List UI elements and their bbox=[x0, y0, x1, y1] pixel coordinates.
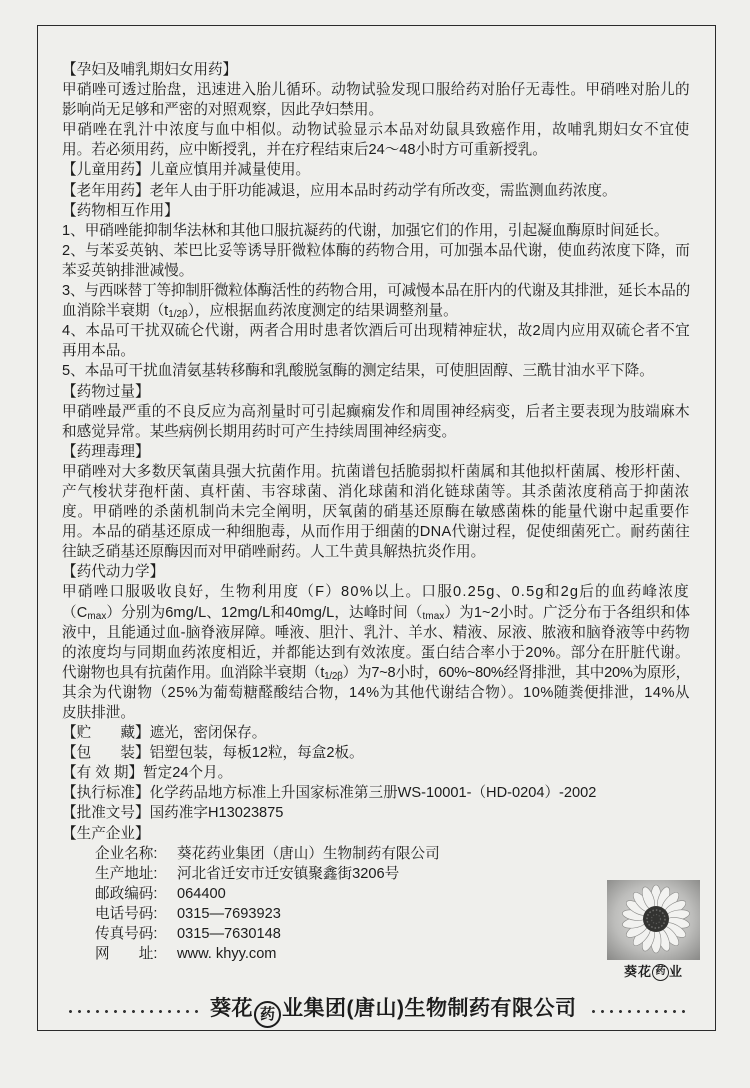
line-text: 【执行标准】化学药品地方标准上升国家标准第三册WS-10001-（HD-0204）-2002 bbox=[62, 785, 597, 802]
text-segment: ）为7~8小时，60%~80%经肾排泄，其中20%为原形， bbox=[342, 664, 690, 681]
text-line bbox=[62, 341, 690, 361]
line-text: 4、本品可干扰双硫仑代谢，两者合用时患者饮酒后可出现精神症状，故2周内应用双硫仑者不宜 bbox=[62, 323, 690, 340]
line-text: 甲硝唑口服吸收良好，生物利用度（F）80%以上。口服0.25g、0.5g和2g后的血药峰浓度 bbox=[62, 584, 690, 601]
text-line bbox=[62, 140, 690, 160]
text-line bbox=[62, 562, 690, 582]
manufacturer-value: 0315—7630148 bbox=[177, 926, 281, 943]
text-line bbox=[62, 623, 690, 643]
line-text bbox=[62, 663, 690, 683]
text-line bbox=[62, 241, 690, 261]
footer bbox=[66, 996, 690, 1026]
sunflower-icon bbox=[607, 880, 700, 960]
line-text: 用。本品的硝基还原成一种细胞毒，从而作用于细菌的DNA代谢过程，促使细菌死亡。耐药菌往 bbox=[62, 524, 690, 541]
text-segment: ）为1~2小时。广泛分布于各组织和体 bbox=[444, 604, 691, 621]
line-text: 再用本品。 bbox=[62, 343, 135, 360]
company-seal-character: 药 bbox=[254, 1001, 281, 1028]
text-line bbox=[62, 542, 690, 562]
text-line bbox=[62, 582, 690, 602]
line-text: 度。甲硝唑的杀菌机制尚未完全阐明，厌氧菌的硝基还原酶在敏感菌株的能量代谢中起重要作 bbox=[62, 504, 690, 521]
line-text: 其余为代谢物（25%为葡萄糖醛酸结合物，14%为其他代谢结合物）。10%随粪便排泄，14%从 bbox=[62, 684, 690, 701]
line-text: 产气梭状芽孢杆菌、真杆菌、韦容球菌、消化球菌和消化链球菌等。其杀菌浓度稍高于抑菌浓 bbox=[62, 483, 690, 500]
line-text: 【儿童用药】儿童应慎用并减量使用。 bbox=[62, 162, 311, 179]
document-body bbox=[62, 60, 690, 844]
text-line bbox=[62, 482, 690, 502]
line-text: 【批准文号】国药准字H13023875 bbox=[62, 805, 284, 822]
manufacturer-row bbox=[95, 864, 575, 884]
line-text: 2、与苯妥英钠、苯巴比妥等诱导肝微粒体酶的药物合用，可加强本品代谢，使血药浓度下降，而 bbox=[62, 242, 690, 259]
manufacturer-label: 电话号码: bbox=[95, 906, 158, 923]
line-text: 影响尚无足够和严密的对照观察，因此孕妇禁用。 bbox=[62, 102, 384, 119]
line-text: 和感觉异常。某些病例长期用药时可产生持续周围神经病变。 bbox=[62, 423, 457, 440]
text-segment: ），应根据血药浓度测定的结果调整剂量。 bbox=[187, 303, 458, 320]
line-text: 液中，且能通过血-脑脊液屏障。唾液、胆汁、乳汁、羊水、精液、尿液、脓液和脑脊液等中药物 bbox=[62, 624, 690, 641]
line-text: 【老年用药】老年人由于肝功能减退，应用本品时药动学有所改变，需监测血药浓度。 bbox=[62, 182, 617, 199]
line-text: 皮肤排泄。 bbox=[62, 705, 135, 721]
text-line bbox=[62, 181, 690, 201]
text-line bbox=[62, 643, 690, 663]
text-line bbox=[62, 120, 690, 140]
subscript-text: 1/2β bbox=[168, 309, 188, 321]
text-segment: 代谢物也具有抗菌作用。血消除半衰期（t bbox=[62, 664, 325, 681]
text-segment: （C bbox=[62, 604, 88, 621]
text-line bbox=[62, 442, 690, 462]
line-text: 用。若必须用药，应中断授乳，并在疗程结束后24～48小时方可重新授乳。 bbox=[62, 142, 547, 159]
dotted-rule-left bbox=[66, 1009, 200, 1014]
manufacturer-value: 064400 bbox=[177, 886, 226, 903]
manufacturer-value: 0315—7693923 bbox=[177, 906, 281, 923]
line-text: 甲硝唑最严重的不良反应为高剂量时可引起癫痫发作和周围神经病变，后者主要表现为肢端麻木 bbox=[62, 403, 690, 420]
line-text: 【药物相互作用】 bbox=[62, 202, 179, 219]
company-name-part: 葵花 bbox=[210, 997, 253, 1020]
text-line bbox=[62, 462, 690, 482]
text-line bbox=[62, 663, 690, 683]
manufacturer-label: 网 址: bbox=[95, 946, 158, 963]
logo-caption bbox=[597, 962, 710, 982]
text-line bbox=[62, 221, 690, 241]
manufacturer-label: 生产地址: bbox=[95, 865, 158, 882]
line-text: 1、甲硝唑能抑制华法林和其他口服抗凝药的代谢，加强它们的作用，引起凝血酶原时间延长。 bbox=[62, 222, 669, 239]
line-text bbox=[62, 301, 458, 321]
text-line bbox=[62, 60, 690, 80]
text-line bbox=[62, 402, 690, 422]
text-line bbox=[62, 603, 690, 623]
text-line bbox=[62, 763, 690, 783]
line-text: 苯妥英钠排泄减慢。 bbox=[62, 262, 194, 279]
manufacturer-label: 邮政编码: bbox=[95, 886, 158, 903]
text-line bbox=[62, 422, 690, 442]
text-line bbox=[62, 80, 690, 100]
manufacturer-row bbox=[95, 924, 575, 944]
text-line bbox=[62, 703, 690, 723]
text-line bbox=[62, 321, 690, 341]
text-line bbox=[62, 100, 690, 120]
manufacturer-info bbox=[95, 844, 575, 965]
line-text: 往缺乏硝基还原酶因而对甲硝唑耐药。人工牛黄具解热抗炎作用。 bbox=[62, 544, 486, 561]
line-text: 甲硝唑可透过胎盘，迅速进入胎儿循环。动物试验发现口服给药对胎仔无毒性。甲硝唑对胎儿的 bbox=[62, 82, 690, 99]
manufacturer-label: 传真号码: bbox=[95, 926, 158, 943]
manufacturer-row bbox=[95, 904, 575, 924]
line-text: 【有 效 期】暂定24个月。 bbox=[62, 765, 233, 782]
line-text: 【药理毒理】 bbox=[62, 443, 150, 460]
text-line bbox=[62, 382, 690, 402]
line-text: 【包 装】铝塑包装，每板12粒，每盒2板。 bbox=[62, 745, 364, 762]
line-text: 【孕妇及哺乳期妇女用药】 bbox=[62, 62, 238, 78]
subscript-text: tmax bbox=[422, 610, 445, 622]
text-segment: 血消除半衰期（t bbox=[62, 303, 169, 320]
logo-seal-character: 药 bbox=[652, 964, 669, 981]
line-text: 3、与西咪替丁等抑制肝微粒体酶活性的药物合用，可减慢本品在肝内的代谢及其排泄，延长本品的 bbox=[62, 283, 690, 300]
text-line bbox=[62, 502, 690, 522]
manufacturer-label: 企业名称: bbox=[95, 845, 158, 862]
text-line bbox=[62, 522, 690, 542]
manufacturer-value: 葵花药业集团（唐山）生物制药有限公司 bbox=[177, 845, 440, 862]
text-line bbox=[62, 723, 690, 743]
manufacturer-row bbox=[95, 844, 575, 864]
text-line bbox=[62, 301, 690, 321]
text-line bbox=[62, 361, 690, 381]
manufacturer-value: 河北省迁安市迁安镇聚鑫街3206号 bbox=[177, 865, 400, 882]
subscript-text: 1/2β bbox=[324, 670, 343, 682]
line-text: 【药物过量】 bbox=[62, 383, 150, 400]
logo-caption-text: 葵花 bbox=[623, 964, 652, 979]
subscript-text: max bbox=[87, 610, 107, 622]
line-text: 【生产企业】 bbox=[62, 825, 150, 842]
dotted-rule-right bbox=[589, 1009, 691, 1014]
line-text: 甲硝唑在乳汁中浓度与血中相似。动物试验显示本品对幼鼠具致癌作用，故哺乳期妇女不宜使 bbox=[62, 122, 690, 139]
line-text: 甲硝唑对大多数厌氧菌具强大抗菌作用。抗菌谱包括脆弱拟杆菌属和其他拟杆菌属、梭形杆菌、 bbox=[62, 463, 690, 480]
manufacturer-value: www. khyy.com bbox=[177, 946, 277, 963]
line-text: 【贮 藏】遮光，密闭保存。 bbox=[62, 725, 267, 742]
line-text: 【药代动力学】 bbox=[62, 564, 165, 581]
manufacturer-row bbox=[95, 884, 575, 904]
company-name-part: 业集团(唐山)生物制药有限公司 bbox=[282, 997, 577, 1020]
text-line bbox=[62, 743, 690, 763]
sunflower-logo bbox=[607, 880, 700, 960]
text-line bbox=[62, 281, 690, 301]
line-text: 5、本品可干扰血清氨基转移酶和乳酸脱氢酶的测定结果，可使胆固醇、三酰甘油水平下降。 bbox=[62, 363, 654, 380]
text-line bbox=[62, 803, 690, 823]
text-line bbox=[62, 201, 690, 221]
text-line bbox=[62, 824, 690, 844]
text-segment: ）分别为6mg/L、12mg/L和40mg/L，达峰时间（ bbox=[106, 604, 423, 621]
footer-company-name bbox=[210, 994, 577, 1028]
text-line bbox=[62, 160, 690, 180]
text-line bbox=[62, 261, 690, 281]
text-line bbox=[62, 683, 690, 703]
manufacturer-row bbox=[95, 944, 575, 964]
line-text bbox=[62, 603, 690, 623]
line-text: 的浓度均与同期血药浓度相近，并都能达到有效浓度。蛋白结合率小于20%。部分在肝脏代谢。 bbox=[62, 644, 690, 661]
text-line bbox=[62, 783, 690, 803]
logo-caption-text: 业 bbox=[669, 964, 684, 979]
